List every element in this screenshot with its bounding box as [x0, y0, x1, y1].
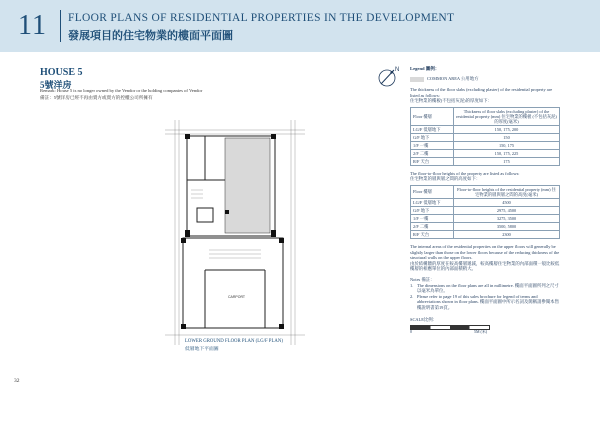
table-cell: 2300	[454, 230, 560, 238]
table-cell: 2/F 二樓	[411, 149, 454, 157]
plan-caption-en: LOWER GROUND FLOOR PLAN (LG/F PLAN)	[185, 339, 283, 344]
table-cell: 150	[454, 133, 560, 141]
note-item: 2. Please refer to page 19 of this sales brochure for legend of terms and abbreviations shown in floor plans. 樓面平面圖中所示名詞及簡稱請參閱本售樓說明書第19頁。	[410, 293, 559, 310]
legend-item	[410, 76, 560, 82]
table-row	[411, 125, 560, 133]
slab-intro-en: The thickness of the floor slabs (excluding plaster) of the residential property are listed as follows:	[410, 87, 553, 98]
table-header-row	[411, 185, 560, 198]
slab-thickness-table	[410, 107, 560, 166]
table-row	[411, 198, 560, 206]
common-area-region	[225, 138, 270, 233]
north-label: N	[395, 67, 400, 73]
table-cell: 2/F 二樓	[411, 222, 454, 230]
section-title-en: FLOOR PLANS OF RESIDENTIAL PROPERTIES IN THE DEVELOPMENT	[68, 12, 455, 24]
table-header-cell: Floor-to-floor heights of the residential property (mm) 住宅物業的層與層之間的高度(毫米)	[454, 185, 560, 198]
table-cell: LG/F 低層地下	[411, 125, 454, 133]
remark-zh: 備註：5號洋房已經不再由賣方或賣方的控權公司所擁有	[40, 95, 153, 100]
table-cell: 2975, 4500	[454, 206, 560, 214]
height-intro-en: The floor-to-floor heights of the property are listed as follows:	[410, 170, 520, 176]
height-intro-zh: 住宅物業的層與層之間的高度如下：	[410, 176, 481, 182]
table-cell: 150, 175, 225	[454, 149, 560, 157]
slab-intro-zh: 住宅物業的樓板(不包括灰泥)的厚度如下：	[410, 98, 492, 104]
table-row	[411, 214, 560, 222]
table-header-cell: Thickness of floor slabs (excluding plaster) of the residential property (mm) 住宅物業的樓板 (不包括灰泥)的厚度(毫米)	[454, 107, 560, 125]
scale-start: 0	[410, 328, 412, 334]
legend-common-area: COMMON AREA 公用地方	[427, 76, 479, 81]
table-cell: G/F 地下	[411, 206, 454, 214]
table-row	[411, 157, 560, 165]
table-cell: R/F 天台	[411, 157, 454, 165]
table-header-cell: Floor 樓層	[411, 107, 454, 125]
page-number: 32	[14, 378, 20, 384]
scale-end: 5M (米)	[474, 328, 488, 334]
info-column	[410, 66, 560, 333]
common-area-swatch	[410, 77, 424, 82]
table-row	[411, 149, 560, 157]
header-divider	[60, 10, 61, 42]
table-row	[411, 206, 560, 214]
remark-en: Remark: House 5 is no longer owned by the Vendor or the holding companies of Vendor	[40, 88, 203, 93]
table-header-cell: Floor 樓層	[411, 185, 454, 198]
table-row	[411, 141, 560, 149]
table-cell: 3275, 3500	[454, 214, 560, 222]
house-title-zh: 5號洋房	[40, 80, 72, 90]
table-cell: 3500, 5800	[454, 222, 560, 230]
note-text: The dimensions on the floor plans are all in millimetre. 樓面平面圖所列之尺寸以毫米為單位。	[417, 282, 559, 294]
section-title-zh: 發展項目的住宅物業的樓面平面圖	[68, 30, 233, 42]
floor-plan-drawing	[165, 120, 305, 345]
table-cell: 4500	[454, 198, 560, 206]
north-arrow-icon	[377, 64, 401, 88]
section-number: 11	[18, 10, 47, 41]
floor-height-table	[410, 185, 560, 239]
page-header	[0, 0, 600, 52]
table-cell: 1/F 一樓	[411, 141, 454, 149]
table-row	[411, 133, 560, 141]
legend-title: Legend 圖例：	[410, 66, 440, 71]
table-cell: 150, 175	[454, 141, 560, 149]
carport-label: CARPORT	[228, 295, 246, 299]
table-cell: LG/F 低層地下	[411, 198, 454, 206]
internal-area-note-zh: 由於結構牆的厚度在較高樓層遞減，較高樓層住宅物業的內部面積一般比較低樓層的相應單位的內部面積稍大。	[410, 260, 560, 272]
scale-label: SCALE比例：	[410, 316, 438, 322]
table-cell: R/F 天台	[411, 230, 454, 238]
table-row	[411, 230, 560, 238]
house-title-en: HOUSE 5	[40, 67, 83, 78]
internal-area-note-en: The internal areas of the residential properties on the upper floors will generally be slightly larger than those on the lower floors because of the reducing thickness of the structural walls on the upper floors.	[410, 243, 560, 261]
table-cell: 1/F 一樓	[411, 214, 454, 222]
table-cell: G/F 地下	[411, 133, 454, 141]
table-cell: 150, 175, 200	[454, 125, 560, 133]
notes-title: Notes 備註：	[410, 276, 435, 282]
note-text: Please refer to page 19 of this sales brochure for legend of terms and abbreviations shown in floor plans. 樓面平面圖中所示名詞及簡稱請參閱本售樓說明書第19頁。	[417, 293, 559, 310]
plan-caption-zh: 低層地下平面圖	[185, 347, 219, 352]
note-item: 1. The dimensions on the floor plans are all in millimetre. 樓面平面圖所列之尺寸以毫米為單位。	[410, 282, 559, 294]
scale-bar-group	[410, 317, 560, 333]
table-cell: 175	[454, 157, 560, 165]
table-row	[411, 222, 560, 230]
table-header-row	[411, 107, 560, 125]
